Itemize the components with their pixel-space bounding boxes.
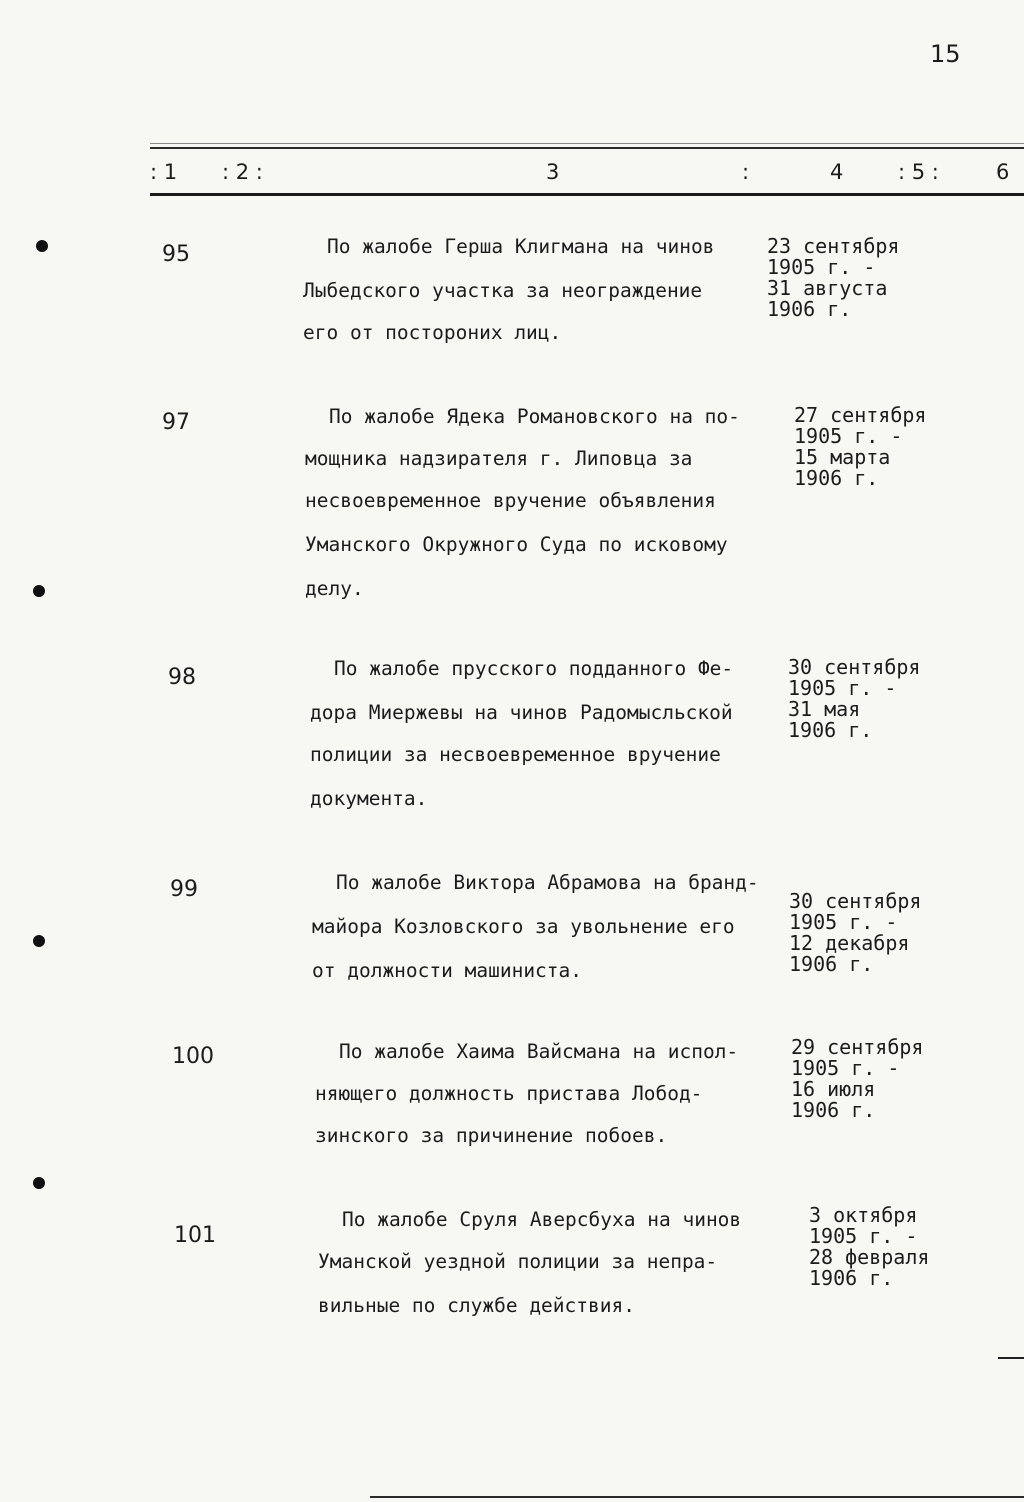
column-4-header: 4 xyxy=(830,160,844,184)
entry-dates xyxy=(794,405,926,489)
date-line: 27 сентября xyxy=(794,403,927,427)
header-bottom-rule xyxy=(150,193,1024,196)
date-line: 12 декабря xyxy=(789,931,910,955)
column-5-header: : 5 : xyxy=(898,160,939,184)
column-6-header: 6 xyxy=(996,160,1010,184)
date-line: 1906 г. xyxy=(789,952,874,976)
description-line: зинского за причинение побоев. xyxy=(315,1124,668,1147)
date-line: 1905 г. - xyxy=(788,676,897,700)
description-line: несвоевременное вручение объявления xyxy=(305,489,716,512)
description-line: делу. xyxy=(305,577,364,600)
description-line: Лыбедского участка за неограждение xyxy=(303,279,703,302)
description-line: По жалобе Хаима Вайсмана на испол- xyxy=(339,1040,739,1063)
column-3-header: 3 xyxy=(546,160,560,184)
description-line: от должности машиниста. xyxy=(312,959,583,982)
bottom-rule xyxy=(370,1496,1024,1498)
description-line: документа. xyxy=(310,787,428,810)
entry-number: 101 xyxy=(174,1223,216,1248)
entry-number: 98 xyxy=(168,665,196,690)
description-line: По жалобе Сруля Аверсбуха на чинов xyxy=(342,1208,742,1231)
description-line: По жалобе Ядека Романовского на по- xyxy=(329,405,740,428)
date-line: 28 февраля xyxy=(809,1245,930,1269)
description-line: По жалобе Виктора Абрамова на бранд- xyxy=(336,871,759,894)
description-line: По жалобе Герша Клигмана на чинов xyxy=(327,235,715,258)
date-line: 29 сентября xyxy=(791,1035,924,1059)
date-line: 31 августа xyxy=(767,276,888,300)
description-line: вильные по службе действия. xyxy=(318,1294,635,1317)
date-line: 31 мая xyxy=(788,697,861,721)
description-line: дора Миержевы на чинов Радомысльской xyxy=(310,701,733,724)
date-line: 30 сентября xyxy=(789,889,922,913)
date-line: 1905 г. - xyxy=(789,910,898,934)
entry-dates xyxy=(767,236,899,320)
description-line: майора Козловского за увольнение его xyxy=(312,915,735,938)
binding-hole xyxy=(33,585,45,597)
date-line: 1906 г. xyxy=(791,1098,876,1122)
date-line: 16 июля xyxy=(791,1077,876,1101)
page-number: 15 xyxy=(930,40,961,68)
description-line: его от посторониx лиц. xyxy=(303,321,562,344)
top-rule xyxy=(150,147,1024,149)
column-1-header: : 1 xyxy=(150,160,178,184)
column-header-row xyxy=(150,160,1024,186)
top-rule-thin xyxy=(150,143,1024,144)
date-line: 1905 г. - xyxy=(767,255,876,279)
binding-hole xyxy=(33,1177,45,1189)
date-line: 1906 г. xyxy=(809,1266,894,1290)
date-line: 1905 г. - xyxy=(791,1056,900,1080)
date-line: 1906 г. xyxy=(794,466,879,490)
date-line: 3 октября xyxy=(809,1203,918,1227)
date-line: 23 сентября xyxy=(767,234,900,258)
date-line: 1906 г. xyxy=(767,297,852,321)
entry-number: 100 xyxy=(172,1044,214,1069)
binding-hole xyxy=(36,240,48,252)
edge-mark xyxy=(998,1357,1024,1359)
column-3-separator: : xyxy=(742,160,750,184)
binding-hole xyxy=(33,935,45,947)
date-line: 1905 г. - xyxy=(809,1224,918,1248)
date-line: 1905 г. - xyxy=(794,424,903,448)
entry-dates xyxy=(791,1037,923,1121)
description-line: няющего должность пристава Лобод- xyxy=(315,1082,703,1105)
date-line: 1906 г. xyxy=(788,718,873,742)
description-line: Уманской уездной полиции за непра- xyxy=(318,1250,718,1273)
description-line: Уманского Окружного Суда по исковому xyxy=(305,533,728,556)
description-line: полиции за несвоевременное вручение xyxy=(310,743,721,766)
description-line: мощника надзирателя г. Липовца за xyxy=(305,447,693,470)
entry-number: 95 xyxy=(162,242,190,267)
entry-number: 99 xyxy=(170,877,198,902)
column-2-header: : 2 : xyxy=(222,160,263,184)
entry-dates xyxy=(788,657,920,741)
date-line: 30 сентября xyxy=(788,655,921,679)
date-line: 15 марта xyxy=(794,445,891,469)
description-line: По жалобе прусского подданного Фе- xyxy=(334,657,734,680)
entry-dates xyxy=(789,891,921,975)
entry-dates xyxy=(809,1205,929,1289)
entry-number: 97 xyxy=(162,410,190,435)
